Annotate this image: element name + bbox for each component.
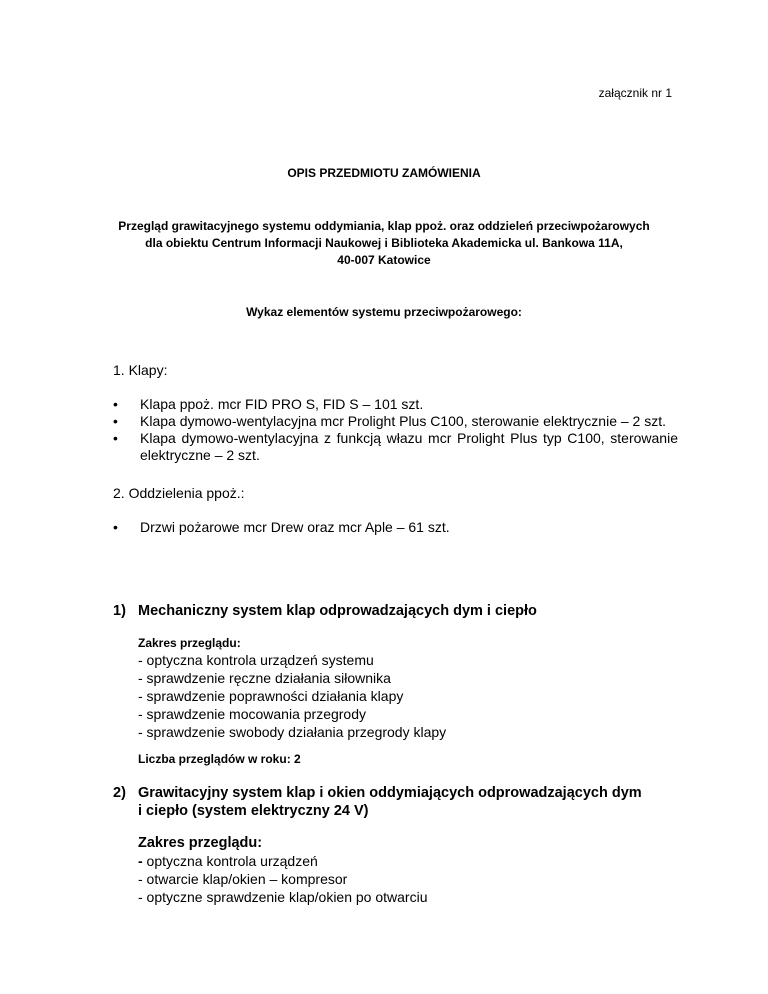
scope-item: - sprawdzenie swobody działania przegrody klapy [138, 724, 447, 740]
section-1-number: 1) [113, 603, 126, 619]
klapy-list [113, 396, 678, 464]
section-2-heading [113, 784, 642, 820]
section-1-scope-list [138, 651, 446, 741]
list-item: • Klapa dymowo-wentylacyjna mcr Prolight Plus C100, sterowanie elektrycznie – 2 szt. [113, 413, 678, 430]
oddzielenia-list [113, 519, 678, 536]
scope-item [138, 852, 428, 870]
scope-item: - sprawdzenie mocowania przegrody [138, 706, 366, 722]
elements-list-heading: Wykaz elementów systemu przeciwpożarowego: [246, 305, 522, 319]
list-item: • Drzwi pożarowe mcr Drew oraz mcr Aple – 61 szt. [113, 519, 678, 536]
list-item: • Klapa dymowo-wentylacyjna z funkcją włazu mcr Prolight Plus typ C100, sterowanie elektryczne – 2 szt. [113, 430, 678, 464]
section-1-heading [113, 602, 537, 620]
subtitle-line: Przegląd grawitacyjnego systemu oddymiania, klap ppoż. oraz oddzieleń przeciwpożarowych [118, 219, 650, 233]
scope-item: - optyczna kontrola urządzeń systemu [138, 652, 374, 668]
subtitle-line: 40-007 Katowice [337, 253, 431, 267]
scope-item: - sprawdzenie poprawności działania klapy [138, 688, 404, 704]
subtitle-line: dla obiektu Centrum Informacji Naukowej i Biblioteka Akademicka ul. Bankowa 11A, [145, 236, 623, 250]
group-label-klapy: 1. Klapy: [113, 362, 168, 378]
scope-text: optyczna kontrola urządzeń [142, 853, 318, 869]
section-1-title: Mechaniczny system klap odprowadzających dym i ciepło [138, 603, 537, 619]
section-2-title-line1: Grawitacyjny system klap i okien oddymiających odprowadzających dym [138, 785, 642, 801]
list-item: • Klapa ppoż. mcr FID PRO S, FID S – 101 szt. [113, 396, 678, 413]
document-subtitle [0, 218, 768, 269]
section-2-number: 2) [113, 785, 126, 801]
section-2-scope-label: Zakres przeglądu: [138, 835, 263, 851]
attachment-number: załącznik nr 1 [598, 86, 672, 100]
scope-item: - sprawdzenie ręczne działania siłownika [138, 670, 391, 686]
section-1-scope-label: Zakres przeglądu: [138, 636, 241, 650]
section-1-review-count: Liczba przeglądów w roku: 2 [138, 752, 301, 766]
section-2-title-line2: i ciepło (system elektryczny 24 V) [138, 803, 369, 819]
scope-item: - optyczne sprawdzenie klap/okien po otwarciu [138, 889, 428, 905]
document-title: OPIS PRZEDMIOTU ZAMÓWIENIA [287, 166, 481, 180]
section-2-scope-list [138, 852, 428, 906]
group-label-oddzielenia: 2. Oddzielenia ppoż.: [113, 485, 245, 501]
scope-item: - otwarcie klap/okien – kompresor [138, 871, 348, 887]
scope-dash: - [138, 853, 143, 869]
